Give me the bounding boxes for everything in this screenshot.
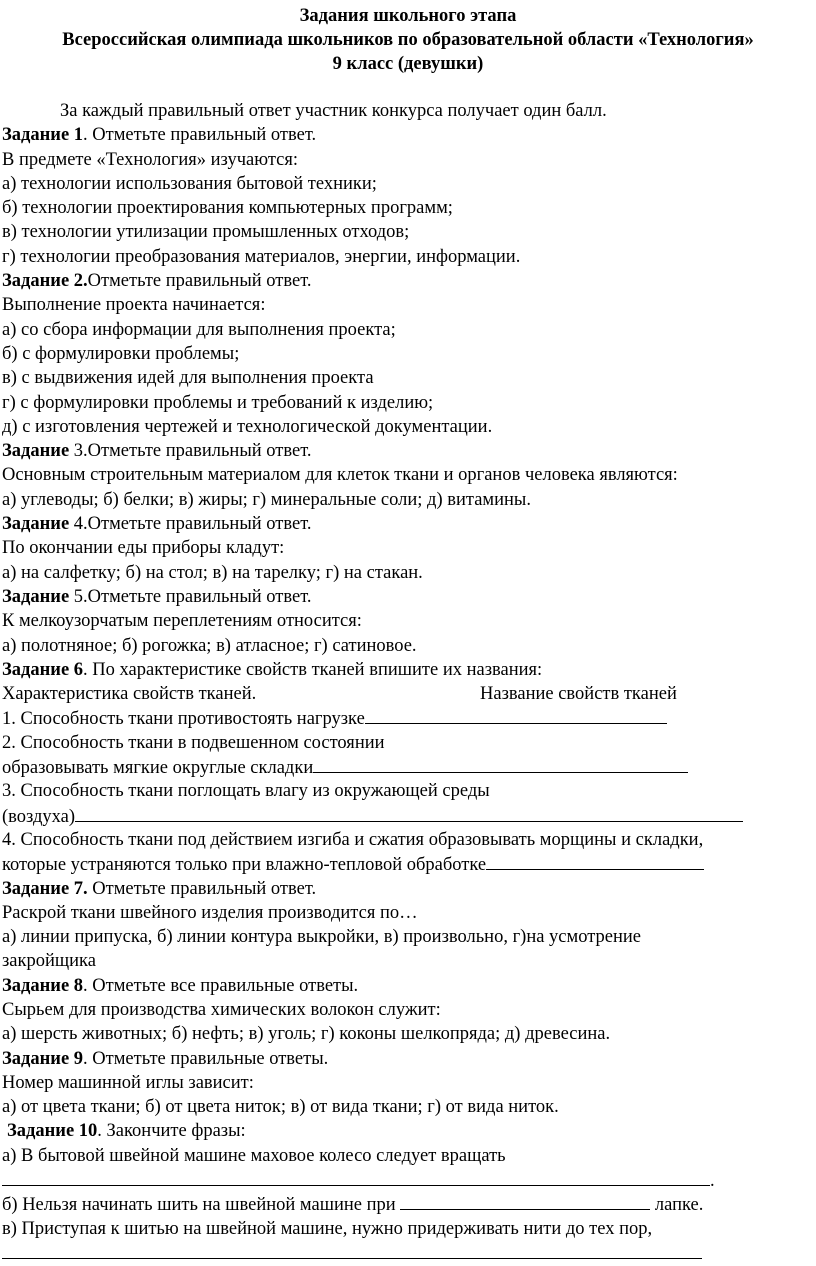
task-8-instruction: . Отметьте все правильные ответы. xyxy=(83,975,359,996)
task-1-instruction: . Отметьте правильный ответ. xyxy=(83,125,317,146)
task-6-item-3: 3. Способность ткани поглощать влагу из окружающей среды xyxy=(2,781,490,802)
answer-blank[interactable] xyxy=(486,852,704,870)
intro-text: За каждый правильный ответ участник конкурса получает один балл. xyxy=(60,101,607,121)
task-7-line: Раскрой ткани швейного изделия производится по… xyxy=(2,902,418,923)
task-10-line-a-blank xyxy=(2,1168,814,1192)
task-7-heading xyxy=(2,877,814,901)
task-4-title: Задание xyxy=(2,514,70,535)
task-6-item-3-cont xyxy=(2,804,814,828)
task-6-columns xyxy=(2,682,814,706)
task-2-line: д) с изготовления чертежей и технологической документации. xyxy=(2,416,493,437)
task-6-item-text: образовывать мягкие округлые складки xyxy=(2,758,314,779)
task-8-title: Задание 8 xyxy=(2,975,84,996)
task-8-line: Сырьем для производства химических волокон служит: xyxy=(2,999,441,1020)
task-6-col-left: Характеристика свойств тканей. xyxy=(2,684,257,705)
task-7-title: Задание 7. xyxy=(2,878,88,899)
task-9-instruction: . Отметьте правильные ответы. xyxy=(83,1048,329,1069)
task-5-line: а) полотняное; б) рогожка; в) атласное; г) сатиновое. xyxy=(2,635,417,656)
task-1-line: а) технологии использования бытовой техники; xyxy=(2,173,377,194)
task-2-line: г) с формулировки проблемы и требований к изделию; xyxy=(2,392,434,413)
header-line-3: 9 класс (девушки) xyxy=(332,54,484,74)
task-2-line: Выполнение проекта начинается: xyxy=(2,295,266,316)
task-10-line-b-end: лапке. xyxy=(650,1195,704,1216)
task-9-line: Номер машинной иглы зависит: xyxy=(2,1072,254,1093)
task-4-heading xyxy=(2,512,814,536)
document-body xyxy=(2,99,814,1265)
task-5-title: Задание xyxy=(2,586,70,607)
task-7-instruction: Отметьте правильный ответ. xyxy=(87,878,317,899)
task-6-title: Задание 6 xyxy=(2,659,84,680)
task-9-title: Задание 9 xyxy=(2,1048,84,1069)
document-header xyxy=(0,4,816,76)
task-8-heading xyxy=(2,974,814,998)
task-1-line: В предмете «Технология» изучаются: xyxy=(2,149,298,170)
task-6-item-2: 2. Способность ткани в подвешенном состоянии xyxy=(2,732,385,753)
task-4-instruction: 4.Отметьте правильный ответ. xyxy=(69,514,312,535)
task-3-heading xyxy=(2,439,814,463)
task-10-line-b xyxy=(2,1192,814,1216)
task-7-line: закройщика xyxy=(2,951,96,972)
task-3-instruction: 3.Отметьте правильный ответ. xyxy=(69,441,312,462)
answer-blank[interactable] xyxy=(2,1168,710,1186)
task-3-line: Основным строительным материалом для клеток ткани и органов человека являются: xyxy=(2,465,678,486)
task-9-heading xyxy=(2,1047,814,1071)
task-5-line: К мелкоузорчатым переплетениям относится: xyxy=(2,611,362,632)
task-6-item-4-cont xyxy=(2,852,814,876)
task-1-line: в) технологии утилизации промышленных отходов; xyxy=(2,222,410,243)
task-10-line-a: а) В бытовой швейной машине маховое колесо следует вращать xyxy=(2,1145,506,1166)
task-4-line: По окончании еды приборы кладут: xyxy=(2,538,285,559)
task-2-line: б) с формулировки проблемы; xyxy=(2,343,240,364)
header-line-1: Задания школьного этапа xyxy=(299,6,517,26)
answer-blank[interactable] xyxy=(75,804,743,822)
header-line-2: Всероссийская олимпиада школьников по образовательной области «Технология» xyxy=(62,30,754,50)
answer-blank[interactable] xyxy=(400,1192,650,1210)
task-6-item-2-cont xyxy=(2,755,814,779)
task-5-heading xyxy=(2,585,814,609)
task-1-line: б) технологии проектирования компьютерных программ; xyxy=(2,198,453,219)
task-10-line-c-blank xyxy=(2,1241,814,1265)
task-10-line-c: в) Приступая к шитью на швейной машине, нужно придерживать нити до тех пор, xyxy=(2,1218,653,1239)
task-2-title: Задание 2. xyxy=(2,271,88,292)
task-3-line: а) углеводы; б) белки; в) жиры; г) минеральные соли; д) витамины. xyxy=(2,489,531,510)
task-6-item-1 xyxy=(2,706,814,730)
task-6-item-text: (воздуха) xyxy=(2,806,76,827)
task-2-line: в) с выдвижения идей для выполнения проекта xyxy=(2,368,374,389)
task-4-line: а) на салфетку; б) на стол; в) на тарелку; г) на стакан. xyxy=(2,562,423,583)
task-6-item-text: которые устраняются только при влажно-тепловой обработке xyxy=(2,855,487,876)
task-10-heading xyxy=(2,1119,814,1143)
task-1-heading xyxy=(2,123,814,147)
answer-blank[interactable] xyxy=(313,755,688,773)
task-2-heading xyxy=(2,269,814,293)
task-5-instruction: 5.Отметьте правильный ответ. xyxy=(69,586,312,607)
sentence-dot: . xyxy=(710,1171,715,1192)
task-7-line: а) линии припуска, б) линии контура выкройки, в) произвольно, г)на усмотрение xyxy=(2,927,642,948)
task-9-line: а) от цвета ткани; б) от цвета ниток; в) от вида ткани; г) от вида ниток. xyxy=(2,1097,559,1118)
task-6-instruction: . По характеристике свойств тканей впишите их названия: xyxy=(83,659,543,680)
task-2-line: а) со сбора информации для выполнения проекта; xyxy=(2,319,396,340)
task-1-line: г) технологии преобразования материалов, энергии, информации. xyxy=(2,246,521,267)
task-1-title: Задание 1 xyxy=(2,125,84,146)
task-3-title: Задание xyxy=(2,441,70,462)
answer-blank[interactable] xyxy=(2,1241,702,1259)
task-6-heading xyxy=(2,658,814,682)
answer-blank[interactable] xyxy=(365,706,667,724)
task-6-col-right: Название свойств тканей xyxy=(480,684,677,705)
task-8-line: а) шерсть животных; б) нефть; в) уголь; г) коконы шелкопряда; д) древесина. xyxy=(2,1024,611,1045)
task-10-instruction: . Закончите фразы: xyxy=(97,1121,246,1142)
task-10-line-b-start: б) Нельзя начинать шить на швейной машине при xyxy=(2,1195,401,1216)
task-6-item-4: 4. Способность ткани под действием изгиба и сжатия образовывать морщины и складки, xyxy=(2,829,704,850)
task-6-item-text: 1. Способность ткани противостоять нагрузке xyxy=(2,709,365,730)
task-10-title: Задание 10 xyxy=(7,1121,98,1142)
task-2-instruction: Отметьте правильный ответ. xyxy=(87,271,312,292)
